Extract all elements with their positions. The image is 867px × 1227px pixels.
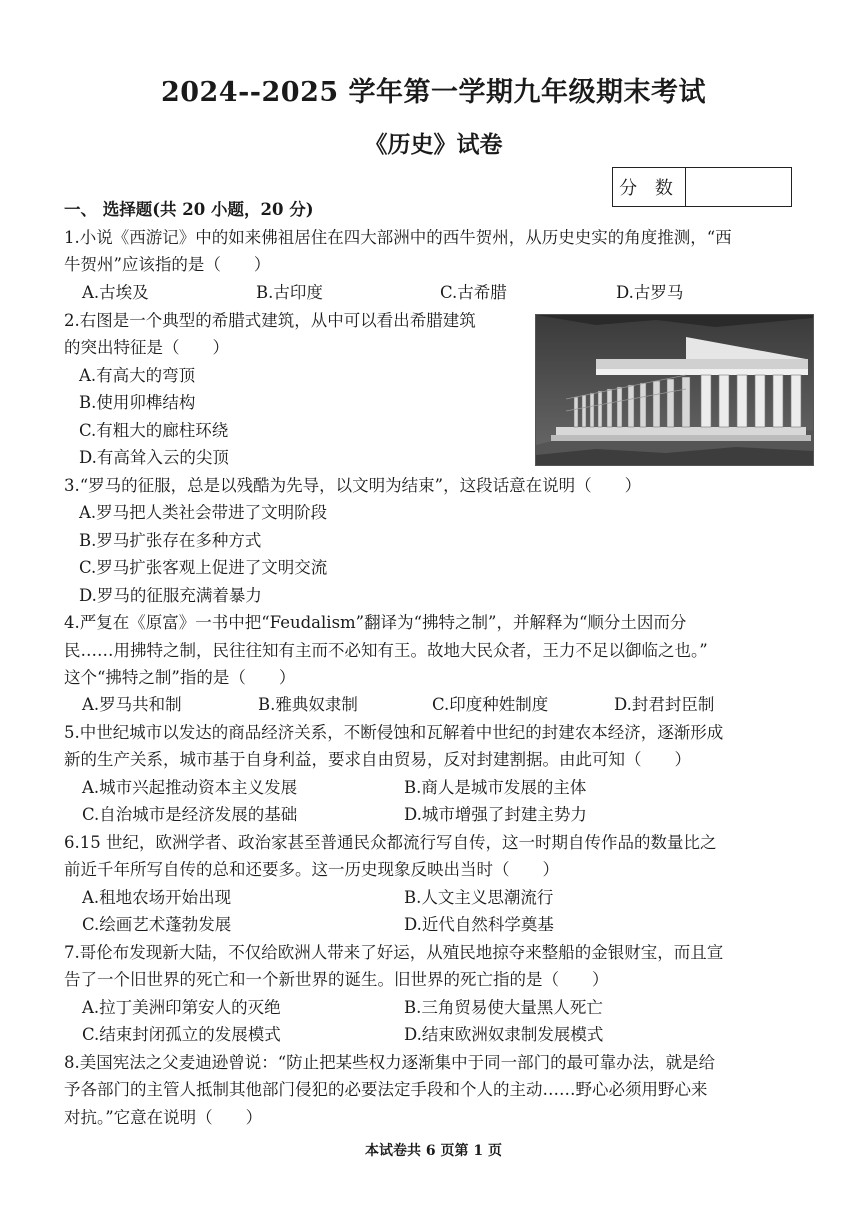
option: C.绘画艺术蓬勃发展 — [82, 915, 232, 934]
option: A.罗马共和制 — [82, 695, 182, 714]
question-line: 对抗。”它意在说明（ ） — [64, 1108, 263, 1127]
option: B.古印度 — [256, 283, 323, 302]
option: D.封君封臣制 — [614, 695, 715, 714]
option: A.有高大的弯顶 — [79, 366, 196, 385]
question-line: 1.小说《西游记》中的如来佛祖居住在四大部洲中的西牛贺州，从历史史实的角度推测，“西 — [64, 228, 732, 247]
question-line: 2.右图是一个典型的希腊式建筑，从中可以看出希腊建筑 — [64, 311, 476, 330]
option: C.自治城市是经济发展的基础 — [82, 805, 298, 824]
option: D.有高耸入云的尖顶 — [79, 448, 229, 467]
question-line: 的突出特征是（ ） — [64, 338, 229, 357]
greek-temple-photo — [535, 314, 814, 466]
option: A.古埃及 — [82, 283, 149, 302]
question-line: 6.15 世纪，欧洲学者、政治家甚至普通民众都流行写自传，这一时期自传作品的数量比之 — [64, 833, 717, 852]
option: B.人文主义思潮流行 — [404, 888, 554, 907]
question-line: 告了一个旧世界的死亡和一个新世界的诞生。旧世界的死亡指的是（ ） — [64, 970, 609, 989]
option: C.印度种姓制度 — [432, 695, 549, 714]
question-line: 新的生产关系，城市基于自身利益，要求自由贸易，反对封建割据。由此可知（ ） — [64, 750, 691, 769]
question-line: 民……用拂特之制，民往往知有主而不必知有王。故地大民众者，王力不足以御临之也。” — [64, 641, 708, 660]
question-line: 前近千年所写自传的总和还要多。这一历史现象反映出当时（ ） — [64, 860, 559, 879]
section-heading: 一、 选择题(共 20 小题，20 分) — [64, 200, 314, 219]
option: B.商人是城市发展的主体 — [404, 778, 587, 797]
option: D.城市增强了封建主势力 — [404, 805, 587, 824]
option: B.三角贸易使大量黑人死亡 — [404, 998, 603, 1017]
score-label: 分 数 — [613, 168, 686, 206]
option: C.古希腊 — [440, 283, 507, 302]
question-line: 8.美国宪法之父麦迪逊曾说：“防止把某些权力逐渐集中于同一部门的最可靠办法，就是给 — [64, 1053, 716, 1072]
option: B.雅典奴隶制 — [258, 695, 358, 714]
exam-title: 2024--2025 学年第一学期九年级期末考试 — [160, 77, 707, 108]
option: C.有粗大的廊柱环绕 — [79, 421, 229, 440]
score-box — [612, 167, 792, 207]
exam-subtitle: 《历史》试卷 — [364, 131, 503, 158]
option: C.罗马扩张客观上促进了文明交流 — [79, 558, 328, 577]
option: D.罗马的征服充满着暴力 — [79, 586, 262, 605]
question-line: 7.哥伦布发现新大陆，不仅给欧洲人带来了好运，从殖民地掠夺来整船的金银财宝，而且宣 — [64, 943, 724, 962]
question-line: 牛贺州”应该指的是（ ） — [64, 255, 271, 274]
option: D.近代自然科学奠基 — [404, 915, 554, 934]
page-footer: 本试卷共 6 页第 1 页 — [365, 1143, 502, 1159]
option: D.古罗马 — [616, 283, 684, 302]
option: D.结束欧洲奴隶制发展模式 — [404, 1025, 604, 1044]
option: A.罗马把人类社会带进了文明阶段 — [79, 503, 328, 522]
question-line: 3.“罗马的征服，总是以残酷为先导，以文明为结束”，这段话意在说明（ ） — [64, 476, 642, 495]
question-line: 这个“拂特之制”指的是（ ） — [64, 668, 296, 687]
question-line: 5.中世纪城市以发达的商品经济关系，不断侵蚀和瓦解着中世纪的封建农本经济，逐渐形成 — [64, 723, 724, 742]
option: A.租地农场开始出现 — [82, 888, 232, 907]
option: C.结束封闭孤立的发展模式 — [82, 1025, 281, 1044]
question-line: 予各部门的主管人抵制其他部门侵犯的必要法定手段和个人的主动……野心必须用野心来 — [64, 1080, 708, 1099]
question-line: 4.严复在《原富》一书中把“Feudalism”翻译为“拂特之制”，并解释为“顺分土因而分 — [64, 613, 687, 632]
option: A.拉丁美洲印第安人的灭绝 — [82, 998, 281, 1017]
score-field — [686, 168, 791, 206]
option: A.城市兴起推动资本主义发展 — [82, 778, 298, 797]
option: B.使用卯榫结构 — [79, 393, 196, 412]
option: B.罗马扩张存在多种方式 — [79, 531, 262, 550]
